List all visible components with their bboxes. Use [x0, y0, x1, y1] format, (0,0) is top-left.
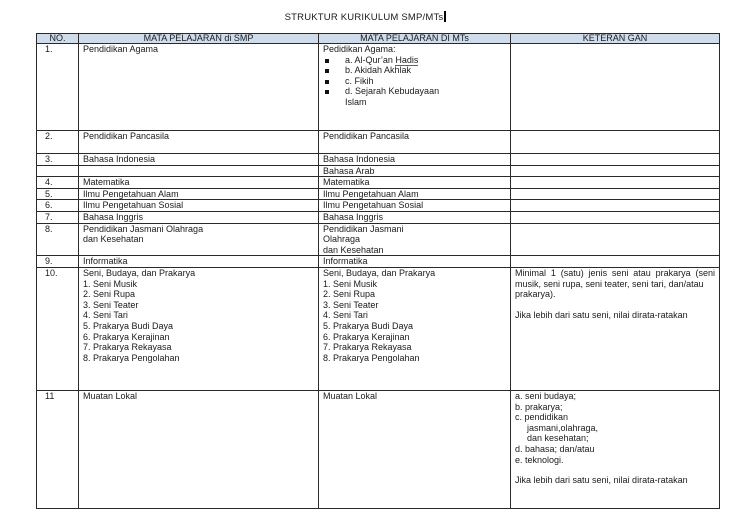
keterangan-note: Jika lebih dari satu seni, nilai dirata-ratakan — [515, 309, 688, 320]
list-item: b. Akidah Akhlak — [323, 65, 506, 76]
keterangan-note: Jika lebih dari satu seni, nilai dirata-ratakan — [515, 475, 688, 486]
keterangan-cell — [511, 131, 720, 154]
row-number: 4. — [37, 177, 79, 189]
table-row — [37, 267, 720, 390]
header-no: NO. — [37, 34, 79, 44]
table-row — [37, 390, 720, 508]
header-mts: MATA PELAJARAN DI MTs — [319, 34, 511, 44]
mts-subject: Matematika — [319, 177, 511, 189]
mts-subject: Ilmu Pengetahuan Alam — [319, 188, 511, 200]
row-number: 9. — [37, 256, 79, 268]
document-title — [0, 11, 731, 23]
row-number: 1. — [37, 44, 79, 131]
smp-subject — [79, 165, 319, 177]
table-row — [37, 154, 720, 166]
text-cursor — [444, 11, 446, 22]
list-item: d. Sejarah Kebudayaan — [323, 86, 506, 97]
smp-subject: Muatan Lokal — [79, 390, 319, 508]
header-smp: MATA PELAJARAN di SMP — [79, 34, 319, 44]
smp-subject: Pendidikan Jasmani Olahraga dan Kesehatan — [79, 223, 319, 256]
table-row — [37, 223, 720, 256]
smp-subject: Matematika — [79, 177, 319, 189]
mts-subject: Pendidikan Jasmani Olahraga dan Kesehatan — [319, 223, 511, 256]
mts-subject: Informatika — [319, 256, 511, 268]
keterangan-cell — [511, 223, 720, 256]
keterangan-note: Minimal 1 (satu) jenis seni atau prakarya (seni musik, seni rupa, seni teater, seni tari, dan/atau — [515, 267, 715, 289]
title-text: STRUKTUR KURIKULUM SMP/MTs — [284, 12, 444, 23]
mts-subject — [319, 44, 511, 131]
keterangan-cell — [511, 188, 720, 200]
table-row — [37, 188, 720, 200]
table-row — [37, 44, 720, 131]
row-number: 10. — [37, 267, 79, 390]
keterangan-cell — [511, 44, 720, 131]
keterangan-cell — [511, 211, 720, 223]
smp-subject: Pendidikan Pancasila — [79, 131, 319, 154]
curriculum-table — [36, 33, 720, 509]
table-row — [37, 200, 720, 212]
smp-subject: Informatika — [79, 256, 319, 268]
mts-subject: Bahasa Indonesia — [319, 154, 511, 166]
keterangan-cell — [511, 200, 720, 212]
keterangan-cell: a. seni budaya; b. prakarya; c. pendidikan jasmani,olahraga, dan kesehatan; d. bahasa; dan/atau e. teknologi. Jika lebih dari satu seni, nilai dirata-ratakan — [511, 390, 720, 508]
list-item-continued: Islam — [345, 96, 367, 107]
smp-subject: Ilmu Pengetahuan Alam — [79, 188, 319, 200]
table-row — [37, 256, 720, 268]
smp-subject: Ilmu Pengetahuan Sosial — [79, 200, 319, 212]
list-item: c. Fikih — [323, 76, 506, 87]
list-item: a. Al-Qur’an Hadis — [323, 55, 506, 66]
mts-subject: Bahasa Inggris — [319, 211, 511, 223]
mts-subject-title: Pedidikan Agama: — [323, 44, 396, 54]
row-number: 3. — [37, 154, 79, 166]
table-row — [37, 177, 720, 189]
keterangan-cell — [511, 165, 720, 177]
mts-subject: Ilmu Pengetahuan Sosial — [319, 200, 511, 212]
mts-subject: Seni, Budaya, dan Prakarya 1. Seni Musik 2. Seni Rupa 3. Seni Teater 4. Seni Tari 5. Prakarya Budi Daya 6. Prakarya Kerajinan 7. Prakarya Rekayasa 8. Prakarya Pengolahan — [319, 267, 511, 390]
row-number: 11 — [37, 390, 79, 508]
row-number: 5. — [37, 188, 79, 200]
smp-subject: Bahasa Indonesia — [79, 154, 319, 166]
keterangan-cell — [511, 154, 720, 166]
smp-subject: Pendidikan Agama — [79, 44, 319, 131]
table-row — [37, 211, 720, 223]
row-number: 6. — [37, 200, 79, 212]
row-number: 8. — [37, 223, 79, 256]
mts-subject: Muatan Lokal — [319, 390, 511, 508]
keterangan-cell — [511, 177, 720, 189]
row-number — [37, 165, 79, 177]
mts-subject: Pendidikan Pancasila — [319, 131, 511, 154]
spellcheck-word: Hadis — [395, 54, 419, 65]
table-row — [37, 165, 720, 177]
row-number: 7. — [37, 211, 79, 223]
keterangan-cell — [511, 256, 720, 268]
table-header-row — [37, 34, 720, 44]
table-row — [37, 131, 720, 154]
row-number: 2. — [37, 131, 79, 154]
header-keterangan: KETERAN GAN — [511, 34, 720, 44]
mts-subject: Bahasa Arab — [319, 165, 511, 177]
keterangan-cell: Minimal 1 (satu) jenis seni atau prakarya (seni musik, seni rupa, seni teater, seni tari, dan/atau prakarya). Jika lebih dari satu seni, nilai dirata-ratakan — [511, 267, 720, 390]
smp-subject: Seni, Budaya, dan Prakarya 1. Seni Musik 2. Seni Rupa 3. Seni Teater 4. Seni Tari 5. Prakarya Budi Daya 6. Prakarya Kerajinan 7. Prakarya Rekayasa 8. Prakarya Pengolahan — [79, 267, 319, 390]
smp-subject: Bahasa Inggris — [79, 211, 319, 223]
